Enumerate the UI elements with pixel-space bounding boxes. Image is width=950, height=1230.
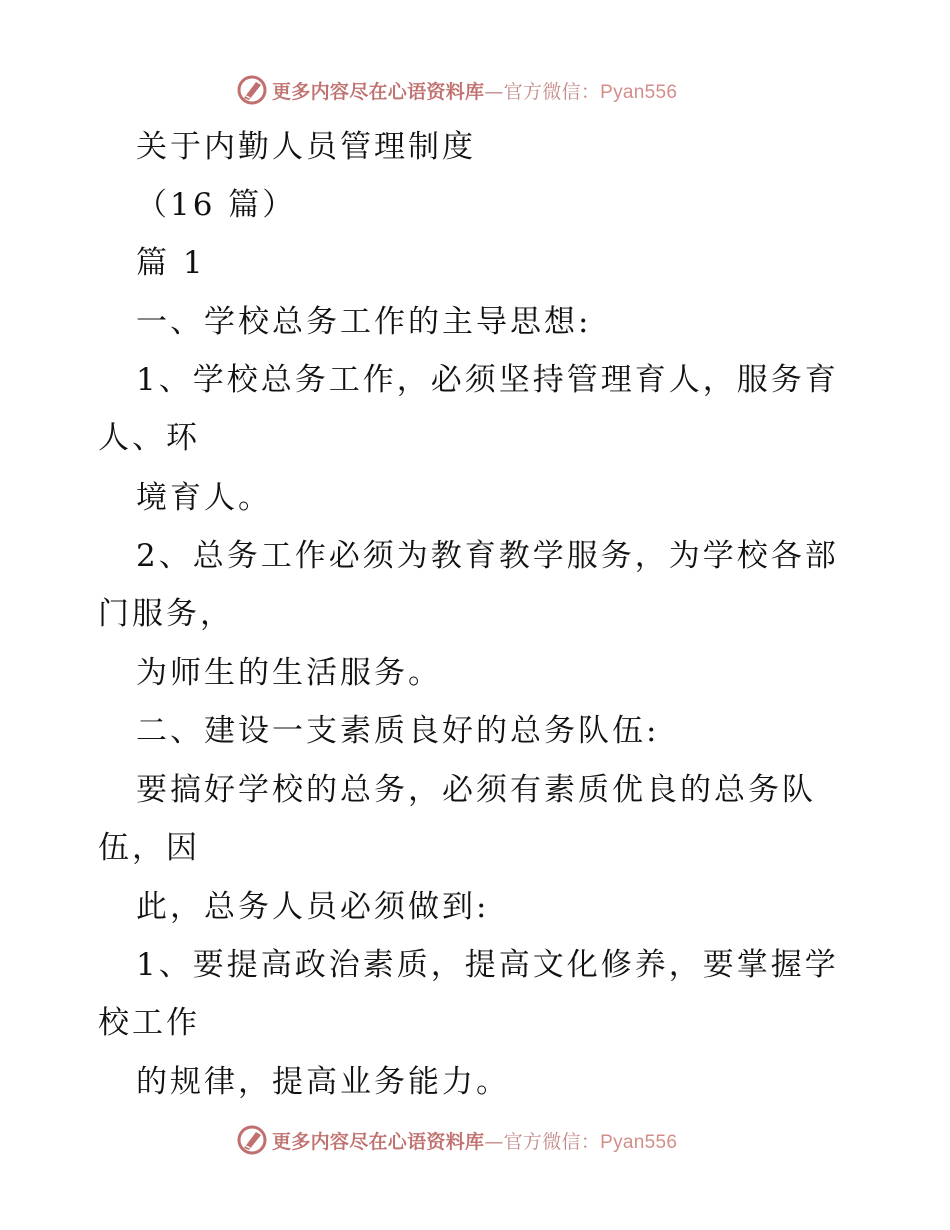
- doc-line: 为师生的生活服务。: [136, 655, 442, 691]
- pen-nib-logo-icon: [236, 1124, 268, 1156]
- footer-wechat-label: 官方微信：: [503, 1130, 601, 1153]
- doc-line: 此，总务人员必须做到:: [136, 889, 490, 925]
- doc-line: 校工作: [98, 1005, 200, 1041]
- doc-line: 的规律，提高业务能力。: [136, 1064, 510, 1100]
- footer-dash: —: [484, 1130, 504, 1153]
- header-wechat-handle: Pyan556: [600, 81, 678, 103]
- doc-line: 1、学校总务工作，必须坚持管理育人，服务育: [136, 362, 839, 398]
- doc-line: 1、要提高政治素质，提高文化修养，要掌握学: [136, 947, 839, 983]
- header-wechat-label: 官方微信：: [503, 80, 601, 103]
- doc-section-label: 篇 1: [136, 245, 206, 281]
- doc-line: 人、环: [98, 420, 200, 456]
- doc-title: 关于内勤人员管理制度: [136, 129, 476, 165]
- doc-line: 境育人。: [136, 480, 272, 516]
- doc-line: 门服务，: [98, 596, 234, 632]
- footer-text: [272, 1127, 677, 1154]
- footer-wechat-handle: Pyan556: [600, 1131, 678, 1153]
- doc-line: 要搞好学校的总务，必须有素质优良的总务队: [136, 772, 816, 808]
- footer-watermark: [236, 1123, 677, 1157]
- footer-title: 更多内容尽在心语资料库: [272, 1130, 485, 1153]
- header-title: 更多内容尽在心语资料库: [272, 80, 485, 103]
- doc-heading-1: 一、学校总务工作的主导思想:: [136, 304, 592, 340]
- doc-line: 伍，因: [98, 830, 200, 866]
- doc-subtitle: （16 篇）: [136, 187, 297, 223]
- doc-line: 2、总务工作必须为教育教学服务，为学校各部: [136, 538, 839, 574]
- doc-heading-2: 二、建设一支素质良好的总务队伍:: [136, 713, 660, 749]
- header-dash: —: [484, 80, 504, 103]
